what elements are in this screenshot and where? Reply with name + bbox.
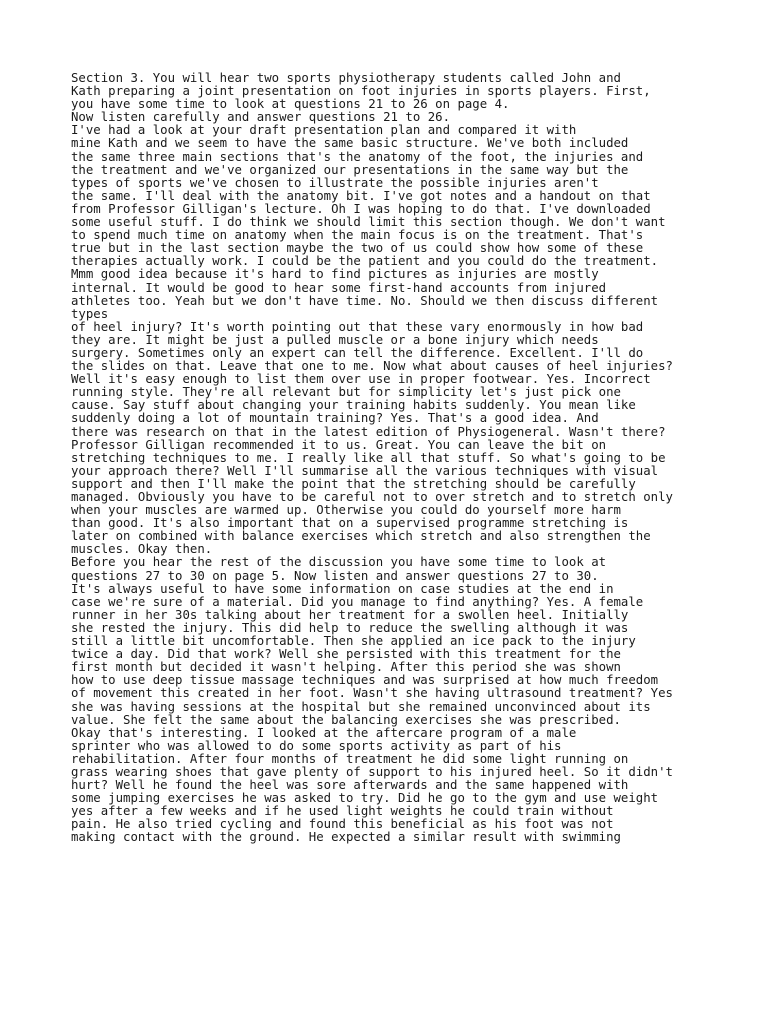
text-line: therapies actually work. I could be the patient and you could do the treatment. (71, 254, 659, 269)
transcript-text (71, 72, 761, 845)
text-line: pain. He also tried cycling and found this beneficial as his foot was not (71, 817, 614, 832)
text-line: when your muscles are warmed up. Otherwise you could do yourself more harm (71, 503, 621, 518)
text-line: Before you hear the rest of the discussion you have some time to look at (71, 555, 607, 570)
text-line: case we're sure of a material. Did you manage to find anything? Yes. A female (71, 594, 644, 609)
text-line: the slides on that. Leave that one to me. Now what about causes of heel injuries? (71, 359, 673, 374)
text-line: Professor Gilligan recommended it to us. Great. You can leave the bit on (71, 437, 607, 452)
text-line: Well it's easy enough to list them over use in proper footwear. Yes. Incorrect (71, 372, 651, 387)
text-line: managed. Obviously you have to be careful not to over stretch and to stretch only (71, 490, 673, 504)
text-line: twice a day. Did that work? Well she persisted with this treatment for the (71, 647, 621, 662)
text-line: she was having sessions at the hospital but she remained unconvinced about its (71, 699, 651, 714)
text-line: questions 27 to 30 on page 5. Now listen and answer questions 27 to 30. (71, 568, 599, 583)
text-line: I've had a look at your draft presentation plan and compared it with (71, 123, 577, 138)
text-line: grass wearing shoes that gave plenty of support to his injured heel. So it didn't (71, 764, 673, 779)
text-line: true but in the last section maybe the two of us could show how some of these (71, 241, 644, 256)
text-line: from Professor Gilligan's lecture. Oh I was hoping to do that. I've downloaded (71, 201, 651, 216)
text-line: how to use deep tissue massage techniques and was surprised at how much freedom (71, 673, 659, 688)
text-line: suddenly doing a lot of mountain training? Yes. That's a good idea. And (71, 411, 599, 426)
text-line: It's always useful to have some information on case studies at the end in (71, 581, 614, 596)
text-line: making contact with the ground. He expected a similar result with swimming (71, 830, 621, 845)
text-line: later on combined with balance exercises which stretch and also strengthen the (71, 529, 651, 544)
text-line: athletes too. Yeah but we don't have time. No. Should we then discuss different (71, 293, 659, 308)
text-line: than good. It's also important that on a supervised programme stretching is (71, 516, 629, 531)
text-line: mine Kath and we seem to have the same basic structure. We've both included (71, 136, 629, 151)
text-line: to spend much time on anatomy when the main focus is on the treatment. That's (71, 228, 644, 243)
text-line: running style. They're all relevant but for simplicity let's just pick one (71, 385, 621, 400)
text-line: Mmm good idea because it's hard to find pictures as injuries are mostly (71, 267, 599, 282)
text-line: internal. It would be good to hear some first-hand accounts from injured (71, 280, 607, 295)
text-line: yes after a few weeks and if he used light weights he could train without (71, 804, 614, 819)
text-line: of movement this created in her foot. Wasn't she having ultrasound treatment? Yes (71, 686, 673, 701)
text-line: of heel injury? It's worth pointing out that these vary enormously in how bad (71, 319, 644, 334)
text-line: she rested the injury. This did help to reduce the swelling although it was (71, 620, 629, 635)
text-line: Kath preparing a joint presentation on foot injuries in sports players. First, (71, 84, 651, 99)
text-line: some useful stuff. I do think we should limit this section though. We don't want (71, 215, 666, 230)
text-line: still a little bit uncomfortable. Then she applied an ice pack to the injury (71, 634, 636, 649)
transcript-page (71, 72, 761, 845)
text-line: first month but decided it wasn't helping. After this period she was shown (71, 660, 621, 675)
text-line: value. She felt the same about the balancing exercises she was prescribed. (71, 712, 621, 727)
text-line: Now listen carefully and answer questions 21 to 26. (71, 110, 451, 125)
text-line: your approach there? Well I'll summarise all the various techniques with visual (71, 463, 659, 478)
text-line: Okay that's interesting. I looked at the aftercare program of a male (71, 725, 577, 740)
text-line: cause. Say stuff about changing your training habits suddenly. You mean like (71, 398, 636, 413)
text-line: runner in her 30s talking about her treatment for a swollen heel. Initially (71, 607, 629, 622)
text-line: support and then I'll make the point that the stretching should be carefully (71, 476, 636, 491)
text-line: Section 3. You will hear two sports physiotherapy students called John and (71, 71, 621, 85)
text-line: muscles. Okay then. (71, 542, 213, 557)
text-line: the treatment and we've organized our presentations in the same way but the (71, 162, 629, 177)
text-line: the same three main sections that's the anatomy of the foot, the injuries and (71, 149, 644, 164)
text-line: rehabilitation. After four months of treatment he did some light running on (71, 751, 629, 766)
text-line: types (71, 306, 109, 321)
text-line: sprinter who was allowed to do some sports activity as part of his (71, 738, 562, 753)
text-line: hurt? Well he found the heel was sore afterwards and the same happened with (71, 778, 629, 793)
text-line: they are. It might be just a pulled muscle or a bone injury which needs (71, 332, 599, 347)
text-line: the same. I'll deal with the anatomy bit. I've got notes and a handout on that (71, 188, 651, 203)
text-line: some jumping exercises he was asked to try. Did he go to the gym and use weight (71, 791, 659, 806)
text-line: you have some time to look at questions 21 to 26 on page 4. (71, 97, 510, 112)
text-line: types of sports we've chosen to illustrate the possible injuries aren't (71, 175, 599, 190)
text-line: surgery. Sometimes only an expert can tell the difference. Excellent. I'll do (71, 345, 644, 360)
text-line: stretching techniques to me. I really like all that stuff. So what's going to be (71, 450, 666, 465)
text-line: there was research on that in the latest edition of Physiogeneral. Wasn't there? (71, 424, 666, 439)
